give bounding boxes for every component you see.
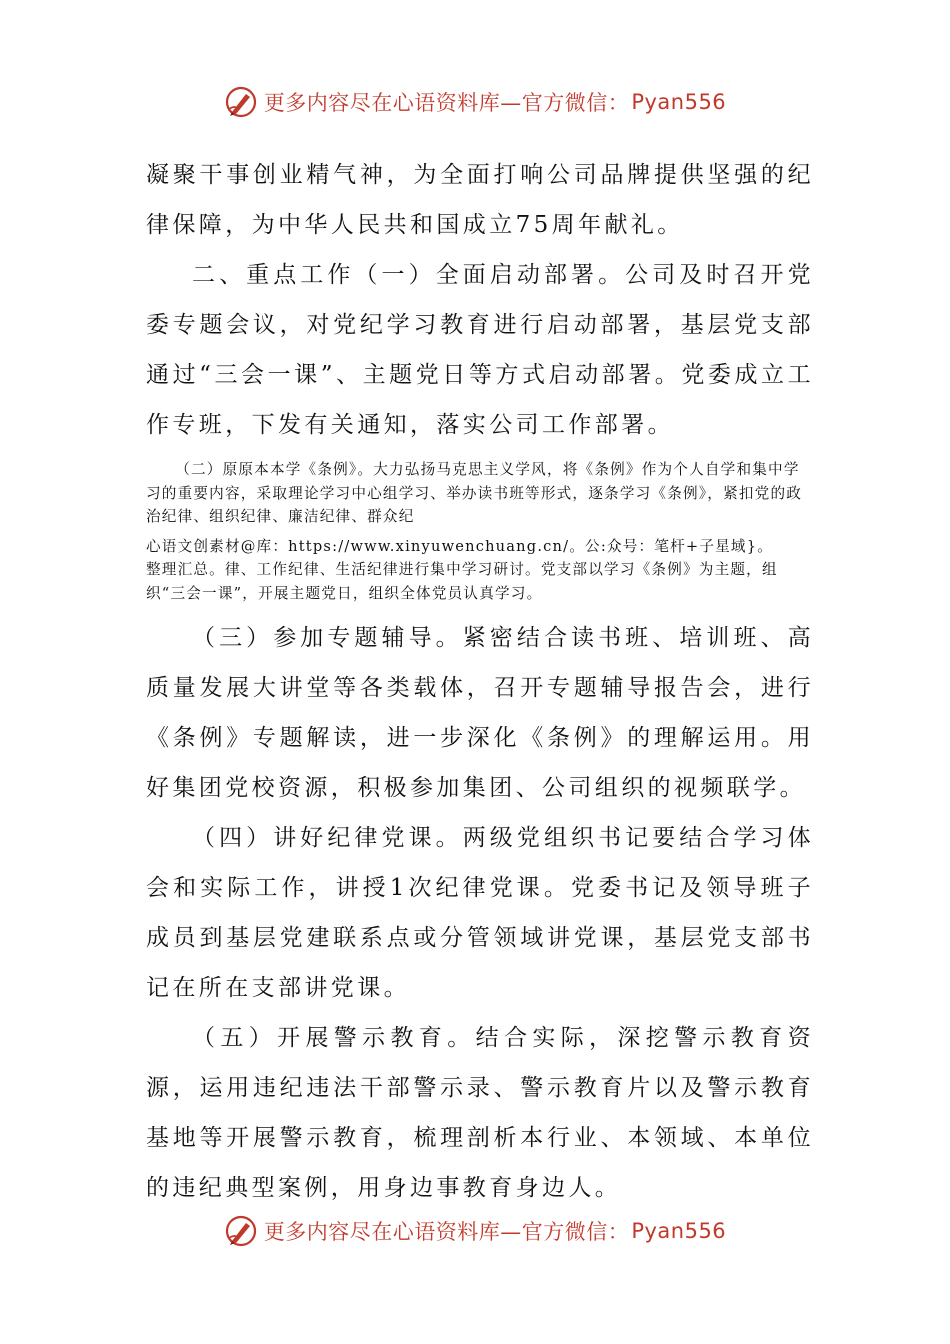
pen-logo-icon [224,85,258,119]
header-watermark [0,82,950,122]
paragraph-small-watermark-line: 心语文创素材@库：https://www.xinyuwenchuang.cn/。公:众号：笔杆+子星域}。 [146,537,774,555]
pen-logo-icon [224,1214,258,1248]
watermark-text: 更多内容尽在心语资料库—官方微信： [263,91,630,115]
footer-watermark [0,1211,950,1251]
paragraph-party-lecture: （四）讲好纪律党课。两级党组织书记要结合学习体会和实际工作，讲授1次纪律党课。党委书记及领导班子成员到基层党建联系点或分管领域讲党课，基层党支部书记在所在支部讲党课。 [146,825,814,1001]
wechat-id: Pyan556 [631,1219,727,1243]
paragraph-warning-education: （五）开展警示教育。结合实际，深挖警示教育资源，运用违纪违法干部警示录、警示教育片以及警示教育基地等开展警示教育，梳理剖析本行业、本领域、本单位的违纪典型案例，用身边事教育身边人。 [146,1025,814,1201]
watermark-text: 更多内容尽在心语资料库—官方微信： [263,1220,630,1244]
paragraph-tutoring: （三）参加专题辅导。紧密结合读书班、培训班、高质量发展大讲堂等各类载体，召开专题辅导报告会，进行《条例》专题解读，进一步深化《条例》的理解运用。用好集团党校资源，积极参加集团、公司组织的视频联学。 [146,625,814,801]
document-body [146,150,814,1213]
paragraph-key-work: 二、重点工作（一）全面启动部署。公司及时召开党委专题会议，对党纪学习教育进行启动部署，基层党支部通过“三会一课”、主题党日等方式启动部署。党委成立工作专班，下发有关通知，落实公司工作部署。 [146,262,814,438]
paragraph-continuation: 凝聚干事创业精气神，为全面打响公司品牌提供坚强的纪律保障，为中华人民共和国成立75周年献礼。 [146,162,814,238]
wechat-id: Pyan556 [631,90,727,114]
paragraph-small-study: （二）原原本本学《条例》。大力弘扬马克思主义学风，将《条例》作为个人自学和集中学习的重要内容，采取理论学习中心组学习、举办读书班等形式，逐条学习《条例》，紧扣党的政治纪律、组织纪律、廉洁纪律、群众纪 [146,461,803,525]
paragraph-small-summary: 整理汇总。律、工作纪律、生活纪律进行集中学习研讨。党支部以学习《条例》为主题，组织“三会一课”，开展主题党日，组织全体党员认真学习。 [146,561,778,602]
